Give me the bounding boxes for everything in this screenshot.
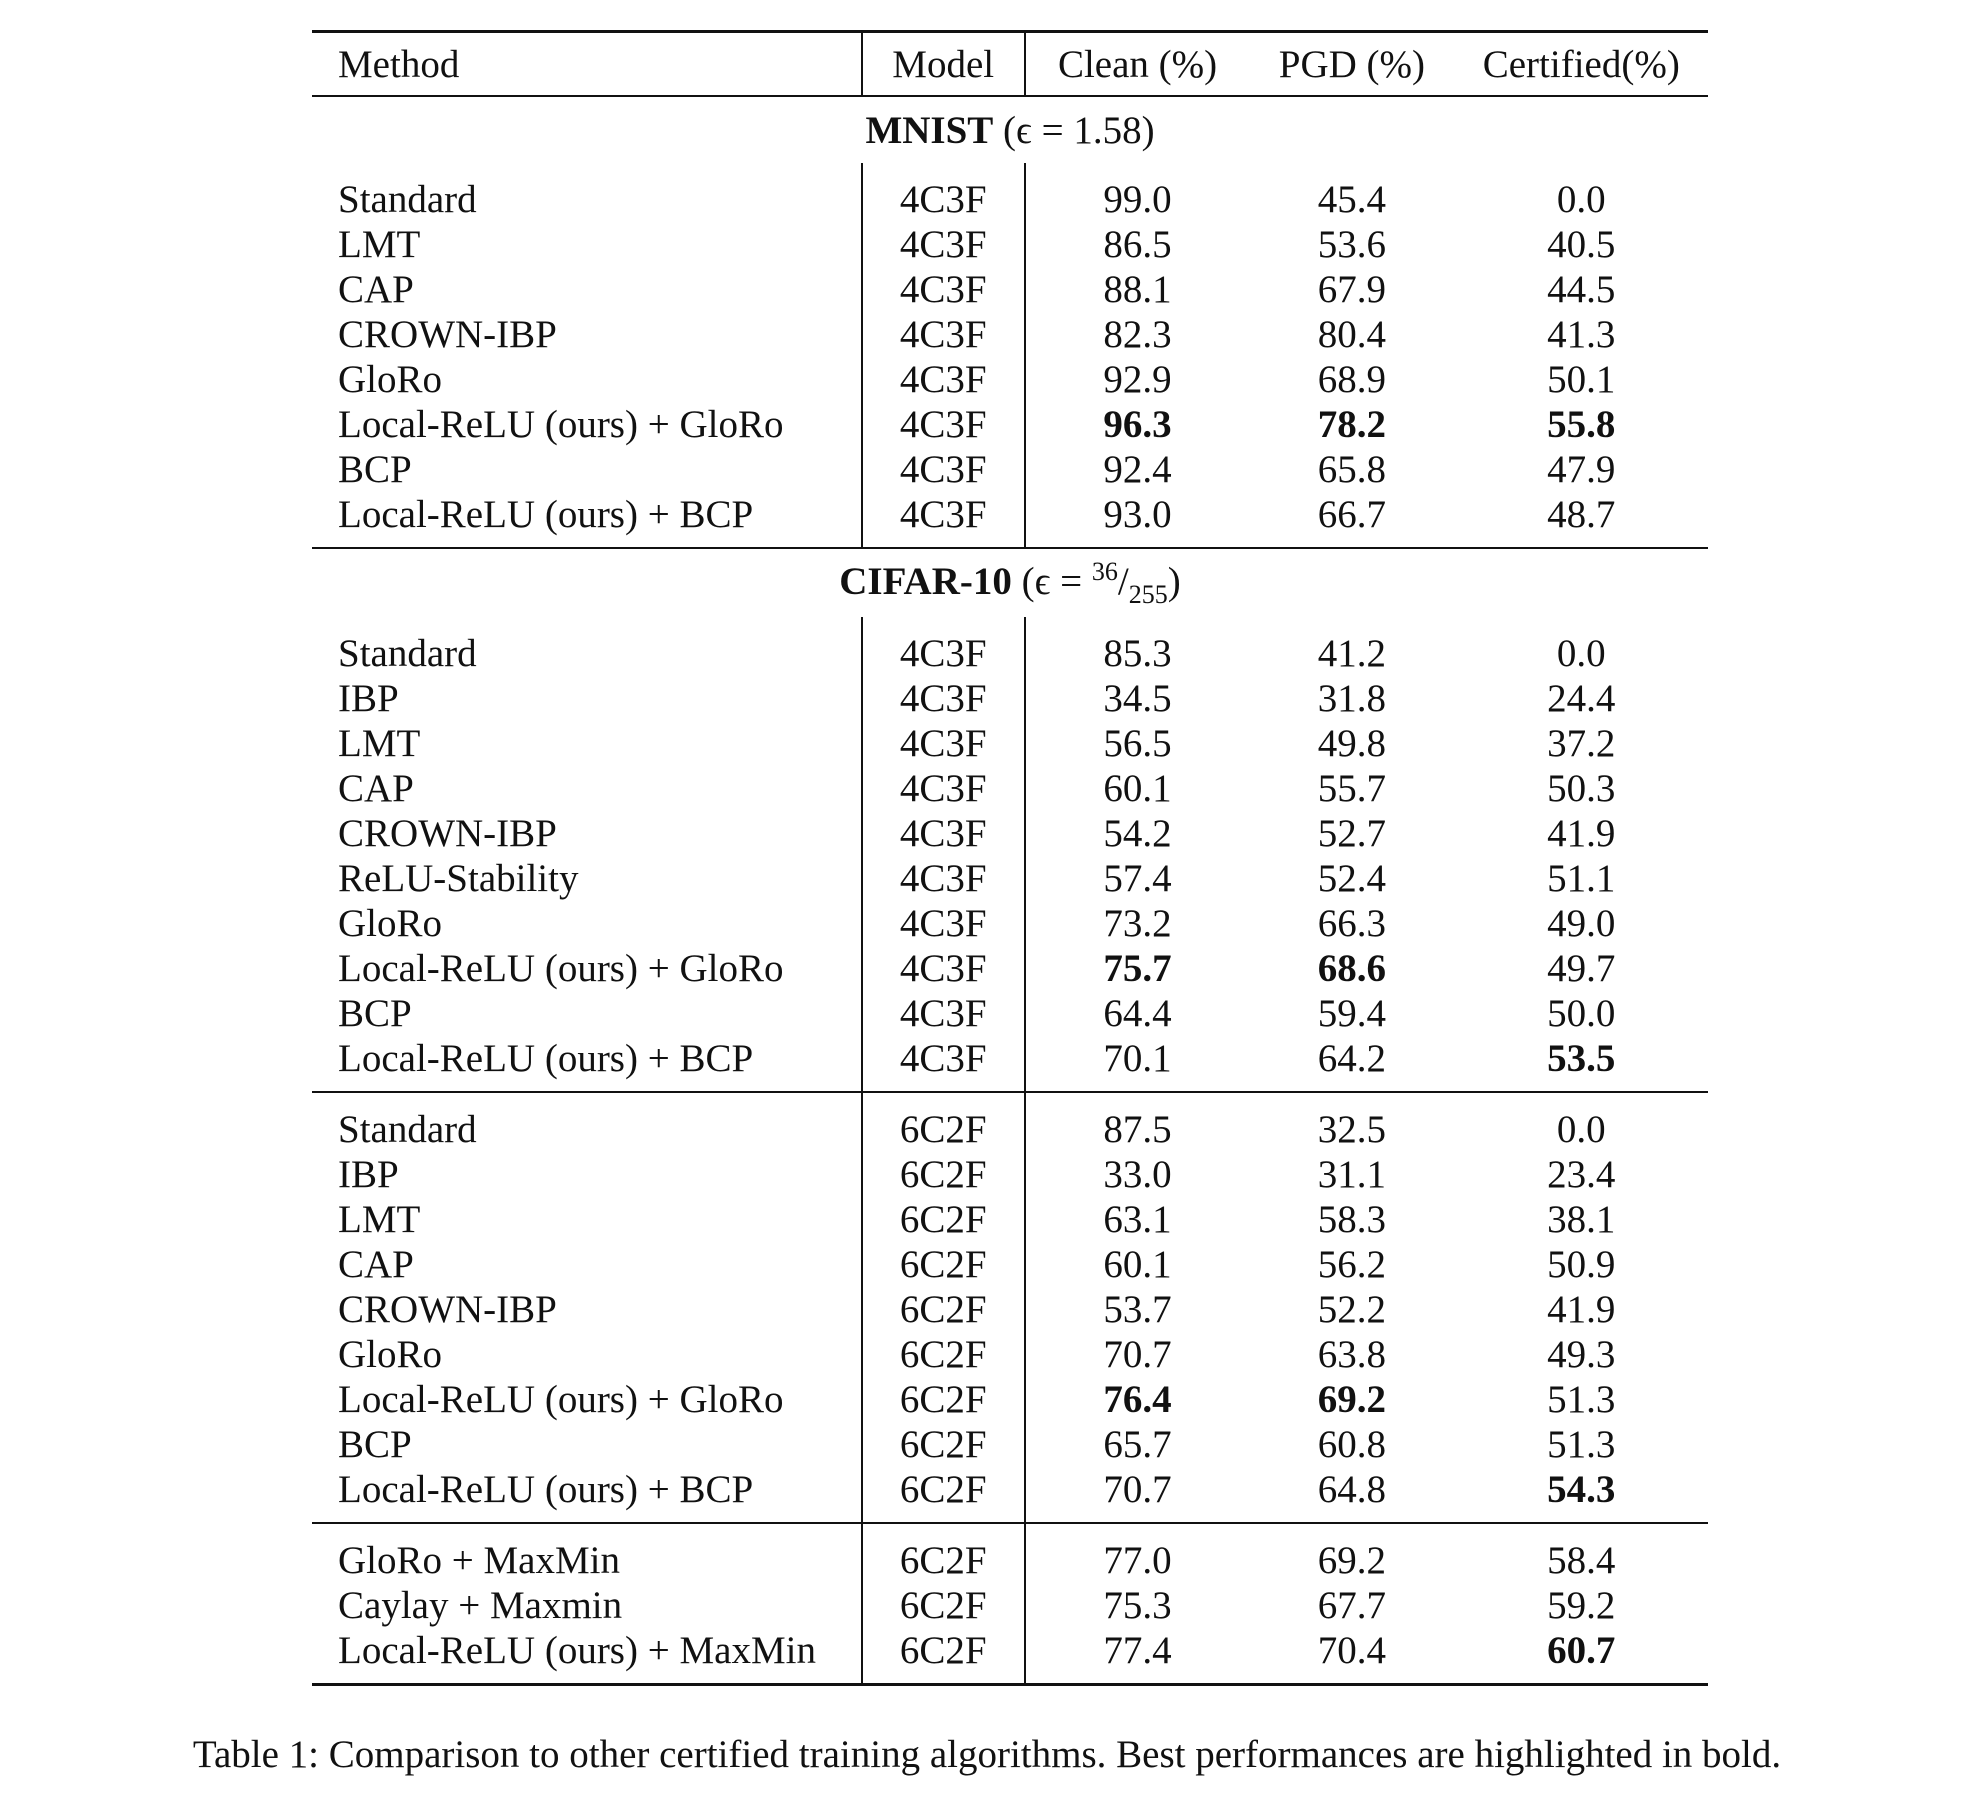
cell-model: 4C3F <box>862 766 1025 811</box>
cell-certified: 0.0 <box>1556 178 1606 221</box>
section-title <box>312 96 1708 163</box>
cell-method: IBP <box>338 1152 399 1196</box>
cell-certified: 49.7 <box>1547 946 1616 990</box>
cell-method: GloRo + MaxMin <box>338 1538 621 1582</box>
cell-clean: 70.7 <box>1103 1332 1172 1376</box>
table-row <box>312 447 1708 492</box>
cell-clean: 33.0 <box>1103 1152 1172 1196</box>
cell-model: 6C2F <box>862 1467 1025 1523</box>
cell-certified: 51.1 <box>1547 856 1616 900</box>
cell-pgd: 58.3 <box>1317 1197 1386 1241</box>
cell-pgd: 78.2 <box>1317 403 1386 446</box>
cell-certified: 50.1 <box>1547 358 1616 401</box>
epsilon-denominator: 255 <box>1128 579 1168 609</box>
cell-method: Local-ReLU (ours) + GloRo <box>338 1377 784 1421</box>
cell-method: LMT <box>338 721 421 765</box>
cell-pgd: 69.2 <box>1317 1538 1386 1582</box>
cell-clean: 75.3 <box>1103 1583 1172 1627</box>
cell-model: 4C3F <box>862 357 1025 402</box>
cell-method: Caylay + Maxmin <box>338 1583 623 1627</box>
cell-model: 6C2F <box>862 1152 1025 1197</box>
table-body <box>312 96 1708 1684</box>
cell-pgd: 31.1 <box>1317 1152 1386 1196</box>
table-row <box>312 1332 1708 1377</box>
cell-certified: 41.9 <box>1547 1287 1616 1331</box>
cell-model: 4C3F <box>862 402 1025 447</box>
cell-model: 4C3F <box>862 901 1025 946</box>
fraction-slash: / <box>1117 560 1129 603</box>
cell-method: GloRo <box>338 1332 443 1376</box>
cell-pgd: 68.6 <box>1317 946 1386 990</box>
cell-model: 6C2F <box>862 1242 1025 1287</box>
table-row <box>312 1092 1708 1152</box>
cell-clean: 53.7 <box>1103 1287 1172 1331</box>
cell-method: Local-ReLU (ours) + BCP <box>338 1036 754 1080</box>
cell-certified: 51.3 <box>1547 1422 1616 1466</box>
cell-certified: 54.3 <box>1547 1467 1616 1511</box>
results-table-container <box>312 30 1708 1686</box>
cell-model: 6C2F <box>862 1092 1025 1152</box>
cell-model: 6C2F <box>862 1628 1025 1685</box>
cell-clean: 65.7 <box>1103 1422 1172 1466</box>
cell-pgd: 80.4 <box>1317 313 1386 356</box>
cell-certified: 40.5 <box>1547 223 1616 266</box>
cell-method: ReLU-Stability <box>338 856 579 900</box>
cell-clean: 77.4 <box>1103 1628 1172 1672</box>
table-row <box>312 721 1708 766</box>
table-row <box>312 1583 1708 1628</box>
cell-certified: 50.9 <box>1547 1242 1616 1286</box>
cell-certified: 49.3 <box>1547 1332 1616 1376</box>
cell-clean: 56.5 <box>1103 721 1172 765</box>
cell-model: 6C2F <box>862 1523 1025 1583</box>
cell-clean: 76.4 <box>1103 1377 1172 1421</box>
header-row <box>312 32 1708 97</box>
cell-model: 4C3F <box>862 267 1025 312</box>
cell-clean: 77.0 <box>1103 1538 1172 1582</box>
table-row <box>312 1422 1708 1467</box>
cell-clean: 75.7 <box>1103 946 1172 990</box>
cell-certified: 44.5 <box>1547 268 1616 311</box>
cell-clean: 86.5 <box>1103 223 1172 266</box>
cell-clean: 73.2 <box>1103 901 1172 945</box>
cell-model: 6C2F <box>862 1377 1025 1422</box>
table-row <box>312 1467 1708 1523</box>
table-row <box>312 1036 1708 1092</box>
cell-certified: 0.0 <box>1556 631 1606 675</box>
cell-method: CAP <box>338 766 414 810</box>
cell-certified: 47.9 <box>1547 448 1616 491</box>
epsilon-numerator: 36 <box>1091 557 1118 586</box>
cell-pgd: 41.2 <box>1317 631 1386 675</box>
cell-certified: 23.4 <box>1547 1152 1616 1196</box>
cell-clean: 92.4 <box>1103 448 1172 491</box>
cell-clean: 54.2 <box>1103 811 1172 855</box>
table-row <box>312 1287 1708 1332</box>
cell-method: CROWN-IBP <box>338 811 557 855</box>
cell-method: BCP <box>338 991 412 1035</box>
cell-model: 4C3F <box>862 721 1025 766</box>
header-clean: Clean (%) <box>1057 42 1218 86</box>
cell-method: Local-ReLU (ours) + GloRo <box>338 403 784 446</box>
cell-model: 6C2F <box>862 1287 1025 1332</box>
table-row <box>312 402 1708 447</box>
table-row <box>312 1628 1708 1685</box>
cell-model: 6C2F <box>862 1332 1025 1377</box>
cell-clean: 96.3 <box>1103 403 1172 446</box>
cell-clean: 57.4 <box>1103 856 1172 900</box>
epsilon-suffix: ) <box>1167 560 1181 603</box>
cell-pgd: 67.9 <box>1317 268 1386 311</box>
cell-certified: 59.2 <box>1547 1583 1616 1627</box>
cell-certified: 48.7 <box>1547 493 1616 536</box>
cell-pgd: 60.8 <box>1317 1422 1386 1466</box>
table-header <box>312 32 1708 97</box>
cell-method: CROWN-IBP <box>338 1287 557 1331</box>
cell-model: 4C3F <box>862 811 1025 856</box>
cell-pgd: 55.7 <box>1317 766 1386 810</box>
cell-clean: 60.1 <box>1103 1242 1172 1286</box>
cell-clean: 82.3 <box>1103 313 1172 356</box>
cell-method: Local-ReLU (ours) + MaxMin <box>338 1628 816 1672</box>
cell-certified: 41.9 <box>1547 811 1616 855</box>
section-title-row <box>312 548 1708 617</box>
cell-certified: 60.7 <box>1547 1628 1616 1672</box>
cell-model: 4C3F <box>862 617 1025 676</box>
table-row <box>312 856 1708 901</box>
cell-method: CROWN-IBP <box>338 313 557 356</box>
section-title <box>312 548 1708 617</box>
table-row <box>312 946 1708 991</box>
cell-model: 4C3F <box>862 447 1025 492</box>
results-table <box>312 30 1708 1686</box>
table-row <box>312 617 1708 676</box>
table-row <box>312 492 1708 548</box>
cell-method: LMT <box>338 1197 421 1241</box>
cell-pgd: 56.2 <box>1317 1242 1386 1286</box>
cell-pgd: 52.7 <box>1317 811 1386 855</box>
table-row <box>312 676 1708 721</box>
cell-certified: 51.3 <box>1547 1377 1616 1421</box>
cell-certified: 41.3 <box>1547 313 1616 356</box>
cell-certified: 50.0 <box>1547 991 1616 1035</box>
cell-method: Local-ReLU (ours) + BCP <box>338 493 754 536</box>
table-row <box>312 312 1708 357</box>
cell-model: 4C3F <box>862 492 1025 548</box>
cell-certified: 55.8 <box>1547 403 1616 446</box>
cell-method: GloRo <box>338 358 443 401</box>
cell-method: Local-ReLU (ours) + GloRo <box>338 946 784 990</box>
cell-model: 4C3F <box>862 312 1025 357</box>
table-row <box>312 901 1708 946</box>
cell-pgd: 65.8 <box>1317 448 1386 491</box>
table-row <box>312 766 1708 811</box>
cell-method: LMT <box>338 223 421 266</box>
table-row <box>312 1152 1708 1197</box>
cell-clean: 70.7 <box>1103 1467 1172 1511</box>
cell-method: GloRo <box>338 901 443 945</box>
table-caption: Table 1: Comparison to other certified training algorithms. Best performances are highlighted in bold. <box>192 1733 1782 1776</box>
table-row <box>312 811 1708 856</box>
cell-model: 4C3F <box>862 1036 1025 1092</box>
header-method: Method <box>338 42 460 86</box>
cell-pgd: 53.6 <box>1317 223 1386 266</box>
cell-certified: 0.0 <box>1556 1107 1606 1151</box>
header-pgd: PGD (%) <box>1278 42 1425 86</box>
cell-pgd: 67.7 <box>1317 1583 1386 1627</box>
cell-pgd: 52.4 <box>1317 856 1386 900</box>
cell-clean: 60.1 <box>1103 766 1172 810</box>
cell-clean: 92.9 <box>1103 358 1172 401</box>
table-row <box>312 1197 1708 1242</box>
cell-certified: 50.3 <box>1547 766 1616 810</box>
cell-pgd: 70.4 <box>1317 1628 1386 1672</box>
cell-pgd: 31.8 <box>1317 676 1386 720</box>
table-row <box>312 163 1708 222</box>
header-model: Model <box>862 32 1025 97</box>
cell-method: IBP <box>338 676 399 720</box>
cell-model: 4C3F <box>862 222 1025 267</box>
section-title-row <box>312 96 1708 163</box>
section-epsilon: (ϵ = 1.58) <box>1003 108 1155 152</box>
table-row <box>312 267 1708 312</box>
table-row <box>312 357 1708 402</box>
cell-pgd: 66.3 <box>1317 901 1386 945</box>
cell-pgd: 59.4 <box>1317 991 1386 1035</box>
cell-pgd: 45.4 <box>1317 178 1386 221</box>
cell-pgd: 69.2 <box>1317 1377 1386 1421</box>
cell-pgd: 64.8 <box>1317 1467 1386 1511</box>
table-row <box>312 222 1708 267</box>
cell-model: 6C2F <box>862 1583 1025 1628</box>
cell-pgd: 66.7 <box>1317 493 1386 536</box>
cell-method: BCP <box>338 448 412 491</box>
cell-certified: 38.1 <box>1547 1197 1616 1241</box>
cell-clean: 87.5 <box>1103 1107 1172 1151</box>
cell-clean: 70.1 <box>1103 1036 1172 1080</box>
cell-certified: 24.4 <box>1547 676 1616 720</box>
cell-model: 4C3F <box>862 676 1025 721</box>
cell-clean: 63.1 <box>1103 1197 1172 1241</box>
cell-model: 6C2F <box>862 1422 1025 1467</box>
cell-clean: 34.5 <box>1103 676 1172 720</box>
cell-model: 4C3F <box>862 856 1025 901</box>
cell-pgd: 49.8 <box>1317 721 1386 765</box>
cell-pgd: 68.9 <box>1317 358 1386 401</box>
cell-clean: 93.0 <box>1103 493 1172 536</box>
cell-method: Standard <box>338 178 477 221</box>
cell-certified: 37.2 <box>1547 721 1616 765</box>
cell-certified: 49.0 <box>1547 901 1616 945</box>
cell-pgd: 63.8 <box>1317 1332 1386 1376</box>
cell-pgd: 64.2 <box>1317 1036 1386 1080</box>
cell-certified: 58.4 <box>1547 1538 1616 1582</box>
cell-model: 4C3F <box>862 163 1025 222</box>
section-name: CIFAR-10 <box>839 560 1012 603</box>
cell-method: Standard <box>338 1107 477 1151</box>
cell-pgd: 52.2 <box>1317 1287 1386 1331</box>
header-certified: Certified(%) <box>1482 42 1680 86</box>
section-name: MNIST <box>865 108 994 152</box>
cell-method: BCP <box>338 1422 412 1466</box>
table-row <box>312 1523 1708 1583</box>
cell-pgd: 32.5 <box>1317 1107 1386 1151</box>
table-row <box>312 991 1708 1036</box>
cell-model: 4C3F <box>862 946 1025 991</box>
cell-method: CAP <box>338 1242 414 1286</box>
cell-method: Local-ReLU (ours) + BCP <box>338 1467 754 1511</box>
cell-clean: 64.4 <box>1103 991 1172 1035</box>
epsilon-prefix: (ϵ = <box>1021 560 1092 603</box>
cell-clean: 85.3 <box>1103 631 1172 675</box>
table-row <box>312 1242 1708 1287</box>
cell-method: Standard <box>338 631 477 675</box>
cell-clean: 88.1 <box>1103 268 1172 311</box>
cell-model: 6C2F <box>862 1197 1025 1242</box>
cell-clean: 99.0 <box>1103 178 1172 221</box>
table-row <box>312 1377 1708 1422</box>
cell-certified: 53.5 <box>1547 1036 1616 1080</box>
section-epsilon <box>1021 557 1181 609</box>
cell-model: 4C3F <box>862 991 1025 1036</box>
cell-method: CAP <box>338 268 414 311</box>
